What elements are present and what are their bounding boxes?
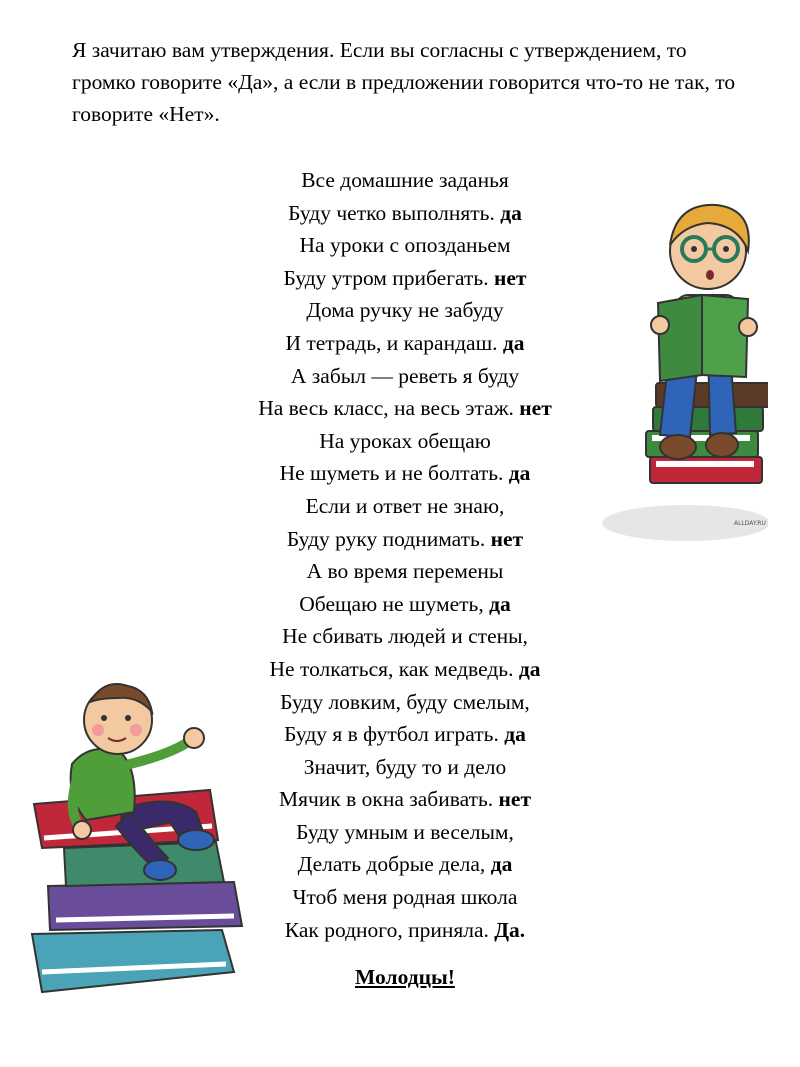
poem-line — [150, 490, 660, 523]
poem-line-text: Буду я в футбол играть. — [284, 722, 505, 747]
poem-line-text: Не сбивать людей и стены, — [282, 624, 528, 649]
poem-line — [150, 229, 660, 262]
poem-line-text: На весь класс, на весь этаж. — [258, 396, 520, 421]
boy-reading-illustration — [598, 185, 768, 555]
poem-line-text: Если и ответ не знаю, — [305, 493, 505, 518]
poem-answer: да — [490, 852, 513, 877]
poem-answer: нет — [519, 396, 552, 421]
poem-line — [150, 457, 660, 490]
poem-line-text: Все домашние заданья — [301, 168, 509, 192]
boy-on-books-illustration — [20, 672, 260, 1002]
poem-line-text: Значит, буду то и дело — [303, 754, 507, 779]
poem-answer: да — [500, 200, 522, 225]
poem-line-text: Буду руку поднимать. — [286, 526, 491, 551]
poem-line-text: Буду четко выполнять. — [288, 200, 501, 225]
poem-line-text: Не шуметь и не болтать. — [279, 461, 509, 486]
poem-line-text: На уроках обещаю — [319, 428, 491, 453]
poem-line — [150, 262, 660, 295]
poem-line — [150, 197, 660, 230]
instructions-text: Я зачитаю вам утверждения. Если вы согласны с утверждением, то громко говорите «Да», а если в предложении говорится что-то не так, то говорите «Нет». — [72, 38, 736, 126]
poem-line-text: Не толкаться, как медведь. — [269, 656, 519, 681]
poem-line — [150, 294, 660, 327]
poem-line-text: А забыл — реветь я буду — [290, 363, 520, 388]
poem-line-text: На уроки с опозданьем — [299, 233, 511, 258]
poem-answer: нет — [490, 526, 524, 551]
poem-answer: да — [489, 591, 511, 616]
poem-line-text: А во время перемены — [306, 559, 504, 584]
poem-line-text: Как родного, приняла. — [284, 917, 495, 942]
watermark: ALLDAY.RU — [734, 520, 766, 527]
poem-line — [150, 620, 660, 653]
poem-line-text: Мячик в окна забивать. — [278, 787, 499, 812]
poem-line — [150, 392, 660, 425]
poem-line — [150, 588, 660, 621]
poem-answer: Да. — [494, 917, 526, 942]
poem-line — [150, 425, 660, 458]
poem-answer: нет — [493, 265, 527, 290]
poem-line — [150, 164, 660, 197]
poem-answer: да — [502, 330, 525, 355]
poem-answer: нет — [498, 787, 532, 812]
poem-line-text: Буду ловким, буду смелым, — [280, 689, 530, 714]
poem-line — [150, 360, 660, 393]
poem-line-text: Чтоб меня родная школа — [292, 885, 518, 910]
poem-answer: да — [504, 722, 526, 747]
poem-line — [150, 555, 660, 588]
poem-answer: да — [508, 461, 531, 486]
final-praise: Молодцы! — [355, 965, 455, 989]
poem-line-text: И тетрадь, и карандаш. — [285, 330, 503, 355]
poem-line-text: Делать добрые дела, — [297, 852, 491, 877]
poem-line-text: Дома ручку не забуду — [306, 298, 504, 323]
poem-line-text: Обещаю не шуметь, — [299, 591, 490, 616]
poem-line — [150, 523, 660, 556]
poem-line-text: Буду умным и веселым, — [296, 819, 514, 844]
poem-line — [150, 327, 660, 360]
poem-line-text: Буду утром прибегать. — [283, 265, 494, 290]
poem-answer: да — [518, 656, 541, 681]
